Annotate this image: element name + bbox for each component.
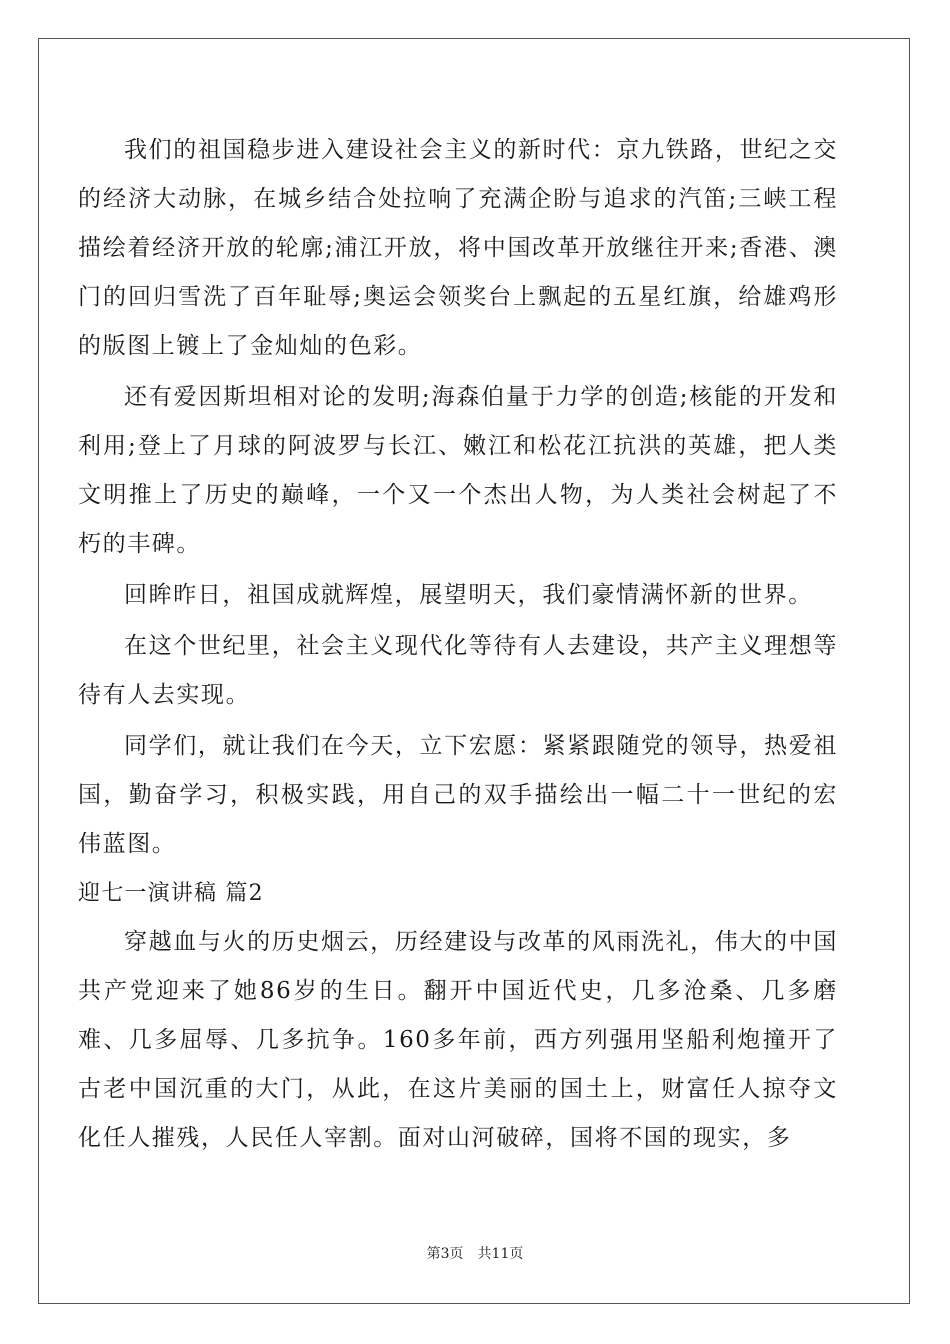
paragraph: 我们的祖国稳步进入建设社会主义的新时代：京九铁路，世纪之交的经济大动脉，在城乡结合处拉响了充满企盼与追求的汽笛;三峡工程描绘着经济开放的轮廓;浦江开放，将中国改革开放继往开来;香港、澳门的回归雪洗了百年耻辱;奥运会领奖台上飘起的五星红旗，给雄鸡形的版图上镀上了金灿灿的色彩。 bbox=[78, 137, 838, 359]
document-body bbox=[78, 126, 838, 1163]
paragraph: 还有爱因斯坦相对论的发明;海森伯量于力学的创造;核能的开发和利用;登上了月球的阿波罗与长江、嫩江和松花江抗洪的英雄，把人类文明推上了历史的巅峰，一个又一个杰出人物，为人类社会树起了不朽的丰碑。 bbox=[78, 384, 838, 557]
paragraph: 回眸昨日，祖国成就辉煌，展望明天，我们豪情满怀新的世界。 bbox=[124, 582, 813, 608]
paragraph: 在这个世纪里，社会主义现代化等待有人去建设，共产主义理想等待有人去实现。 bbox=[78, 633, 838, 708]
page-number-footer: 第3页 共11页 bbox=[426, 1246, 524, 1262]
paragraph: 穿越血与火的历史烟云，历经建设与改革的风雨洗礼，伟大的中国共产党迎来了她86岁的生日。翻开中国近代史，几多沧桑、几多磨难、几多屈辱、几多抗争。160多年前，西方列强用坚船利炮撞开了古老中国沉重的大门，从此，在这片美丽的国土上，财富任人掠夺文化任人摧残，人民任人宰割。面对山河破碎，国将不国的现实，多 bbox=[78, 929, 838, 1151]
section-heading: 迎七一演讲稿 篇2 bbox=[78, 881, 264, 906]
paragraph: 同学们，就让我们在今天，立下宏愿：紧紧跟随党的领导，热爱祖国，勤奋学习，积极实践，用自己的双手描绘出一幅二十一世纪的宏伟蓝图。 bbox=[78, 733, 838, 857]
